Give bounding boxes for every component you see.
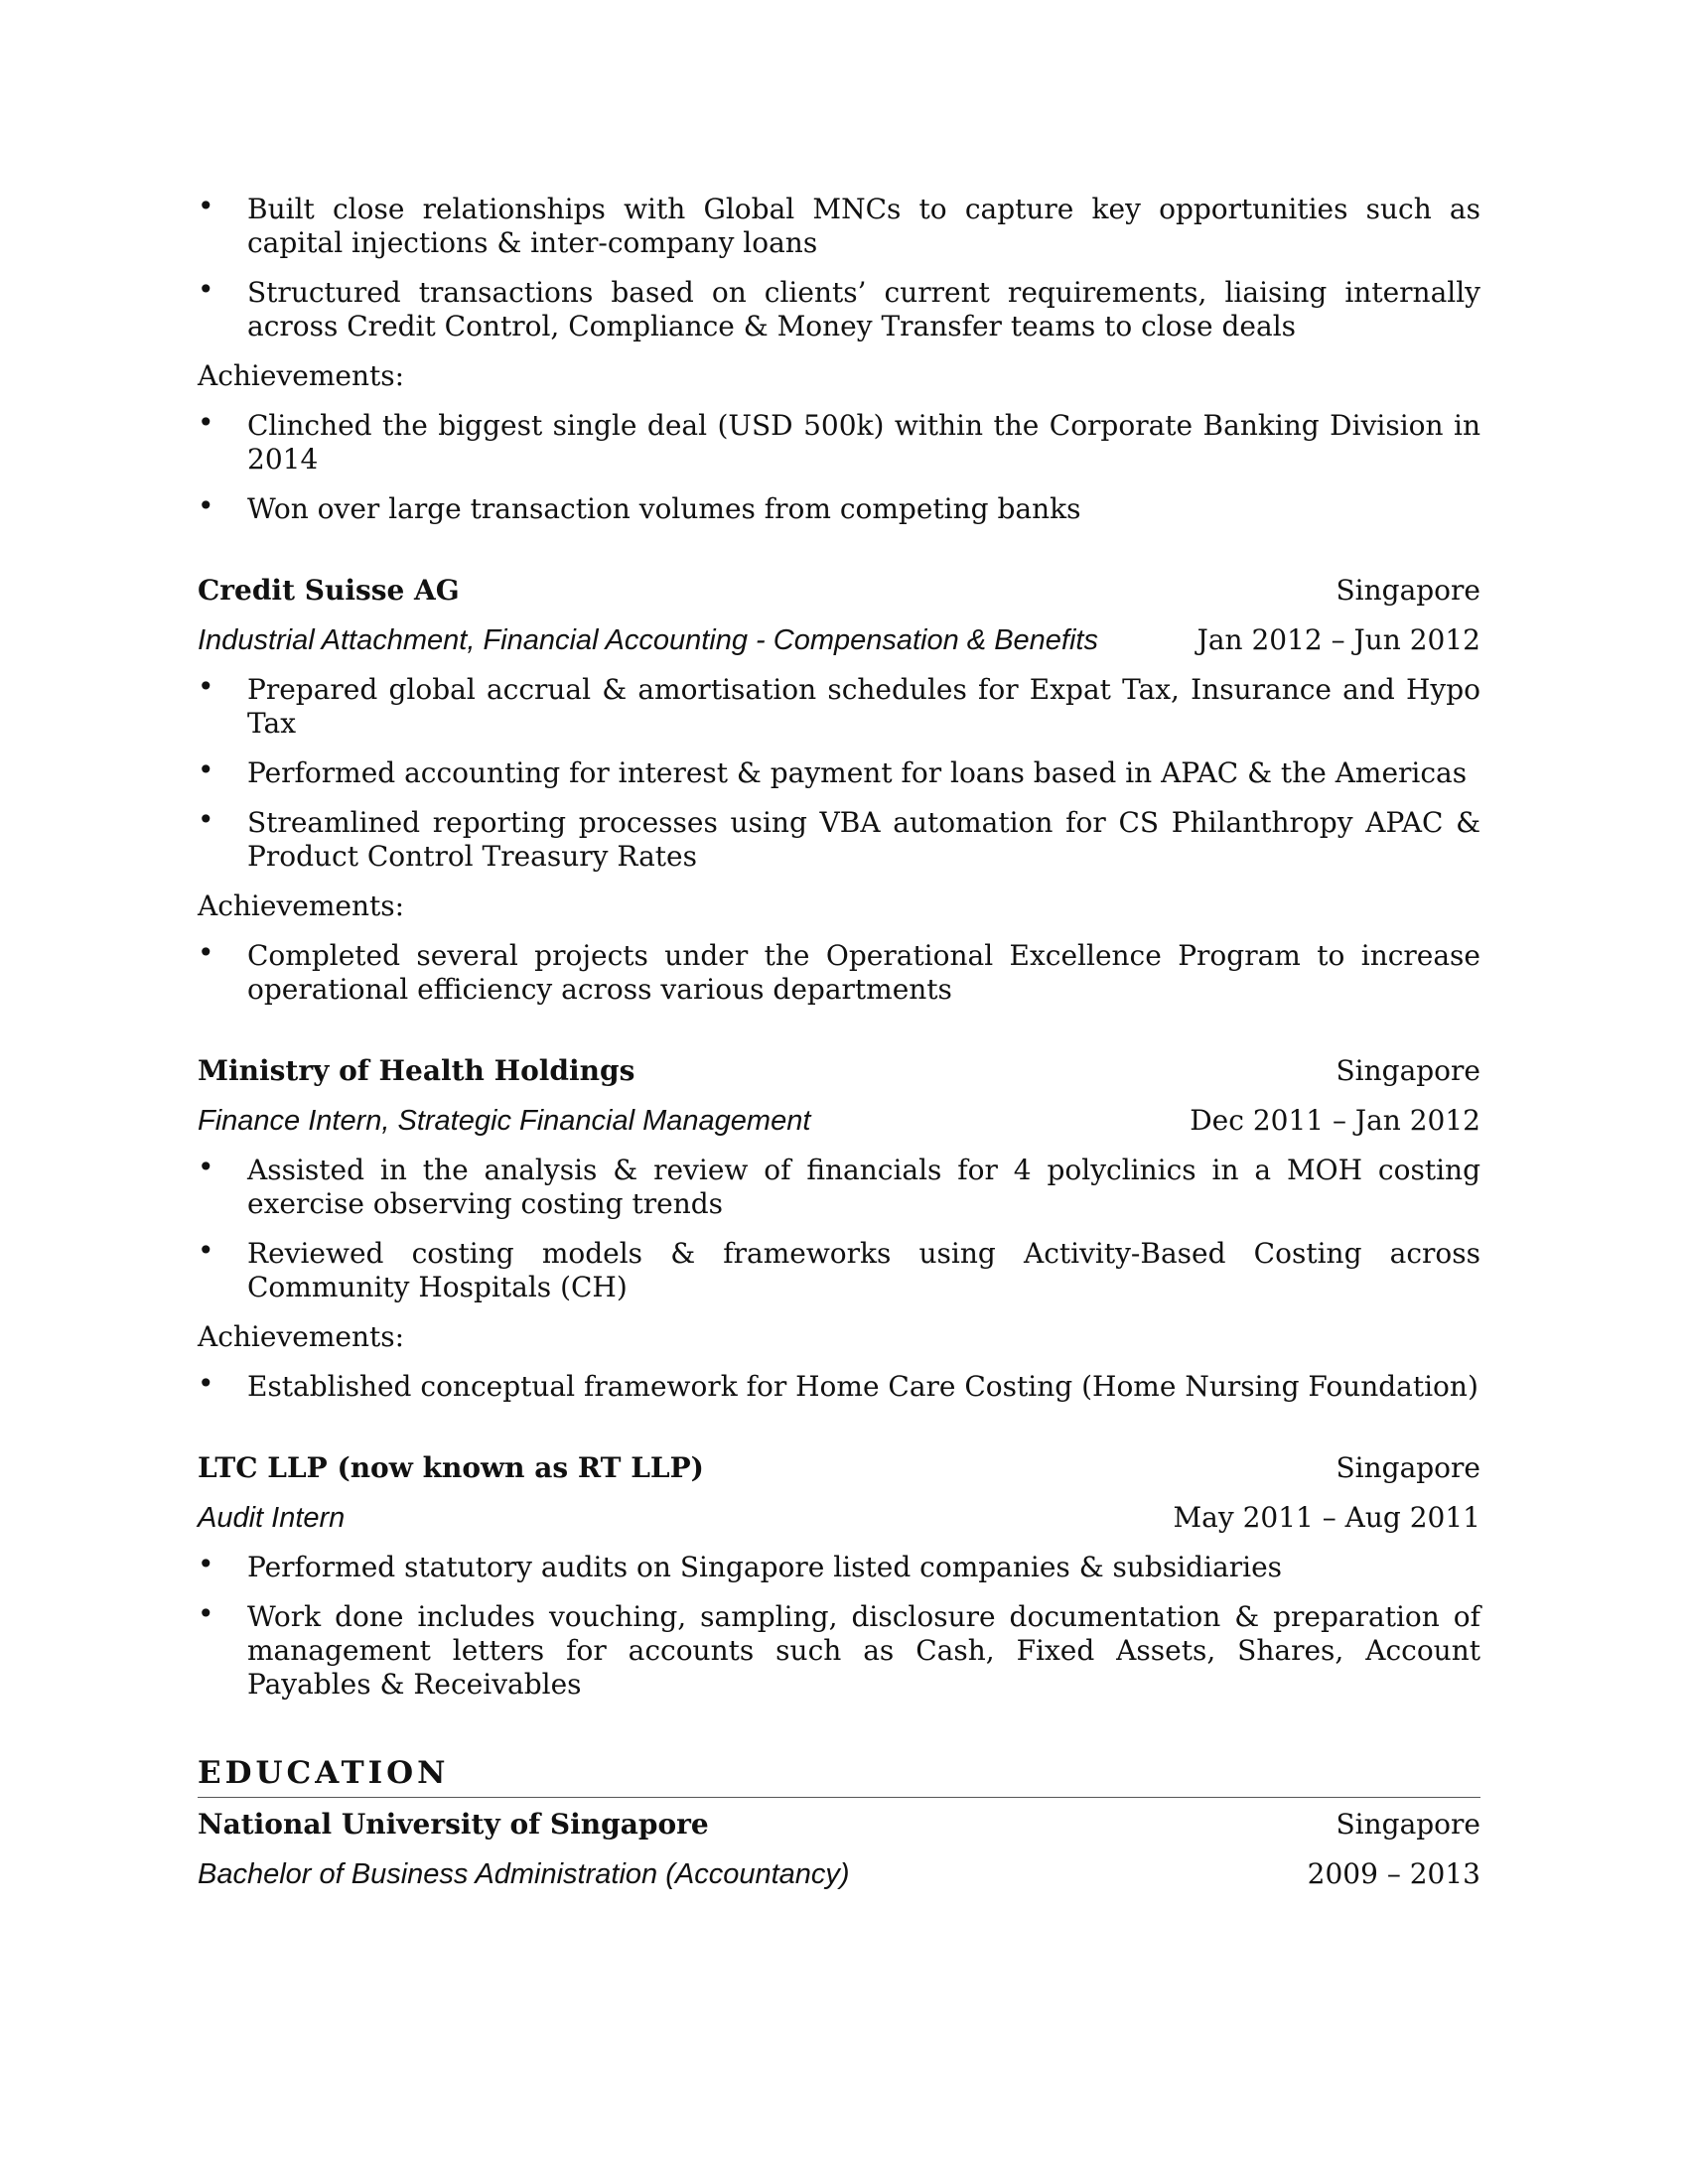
location: Singapore	[1336, 1054, 1480, 1087]
list-item: • Prepared global accrual & amortisation schedules for Expat Tax, Insurance and Hypo Tax	[198, 670, 1480, 740]
bullet-icon: •	[198, 406, 214, 439]
date-range: Jan 2012 – Jun 2012	[1196, 623, 1480, 656]
list-item: • Clinched the biggest single deal (USD 500k) within the Corporate Banking Division in 2014	[198, 406, 1480, 476]
entry-header	[198, 1451, 1480, 1485]
entry-bullets	[198, 1548, 1480, 1702]
experience-entry-credit-suisse	[198, 574, 1480, 1007]
bullet-icon: •	[198, 1234, 214, 1267]
location: Singapore	[1336, 1808, 1480, 1841]
entry-subheader	[198, 1104, 1480, 1138]
bullet-icon: •	[198, 489, 214, 522]
bullet-icon: •	[198, 1367, 214, 1400]
bullet-icon: •	[198, 936, 214, 969]
bullet-icon: •	[198, 1151, 214, 1183]
location: Singapore	[1336, 1451, 1480, 1484]
intro-achievements	[198, 406, 1480, 526]
entry-bullets	[198, 1151, 1480, 1304]
list-item: • Performed statutory audits on Singapore listed companies & subsidiaries	[198, 1548, 1283, 1583]
education-section-title: EDUCATION	[198, 1755, 1480, 1798]
entry-bullets	[198, 670, 1480, 874]
list-item: • Structured transactions based on clients’ current requirements, liaising internally across Credit Control, Compliance & Money Transfer teams to close deals	[198, 273, 1480, 342]
experience-entry-moh-holdings	[198, 1054, 1480, 1404]
achievements-label: Achievements:	[198, 359, 405, 392]
entry-subheader	[198, 1501, 1480, 1535]
entry-achievements	[198, 936, 1480, 1007]
school-name: National University of Singapore	[198, 1808, 709, 1841]
bullet-icon: •	[198, 753, 214, 786]
org-name: Ministry of Health Holdings	[198, 1054, 635, 1087]
role-title: Audit Intern	[198, 1502, 346, 1534]
bullet-icon: •	[198, 803, 214, 836]
date-range: 2009 – 2013	[1307, 1857, 1480, 1890]
entry-subheader	[198, 1857, 1480, 1891]
list-item: • Completed several projects under the Operational Excellence Program to increase operational efficiency across various departments	[198, 936, 1480, 1006]
date-range: Dec 2011 – Jan 2012	[1190, 1104, 1480, 1137]
org-name: Credit Suisse AG	[198, 574, 460, 607]
entry-achievements	[198, 1367, 1480, 1404]
intro-block	[198, 190, 1480, 526]
experience-entry-ltc-llp	[198, 1451, 1480, 1702]
entry-subheader	[198, 623, 1480, 657]
bullet-icon: •	[198, 1597, 214, 1630]
entry-header	[198, 1808, 1480, 1842]
list-item: • Built close relationships with Global MNCs to capture key opportunities such as capital injections & inter-company loans	[198, 190, 1480, 259]
achievements-label: Achievements:	[198, 1320, 405, 1353]
list-item: • Work done includes vouching, sampling, disclosure documentation & preparation of management letters for accounts such as Cash, Fixed Assets, Shares, Account Payables & Receivables	[198, 1597, 1480, 1701]
list-item: • Streamlined reporting processes using VBA automation for CS Philanthropy APAC & Product Control Treasury Rates	[198, 803, 1480, 873]
location: Singapore	[1336, 574, 1480, 607]
achievements-label: Achievements:	[198, 889, 405, 922]
intro-bullets	[198, 190, 1480, 343]
role-title: Finance Intern, Strategic Financial Management	[198, 1105, 811, 1137]
bullet-icon: •	[198, 190, 214, 222]
org-name: LTC LLP (now known as RT LLP)	[198, 1451, 704, 1484]
degree-title: Bachelor of Business Administration (Accountancy)	[198, 1858, 850, 1890]
education-entry	[198, 1808, 1480, 1891]
bullet-icon: •	[198, 273, 214, 306]
date-range: May 2011 – Aug 2011	[1173, 1501, 1480, 1534]
list-item: • Won over large transaction volumes from competing banks	[198, 489, 1081, 525]
bullet-icon: •	[198, 1548, 214, 1580]
list-item: • Established conceptual framework for Home Care Costing (Home Nursing Foundation)	[198, 1367, 1478, 1403]
resume-page	[198, 190, 1480, 1907]
entry-header	[198, 1054, 1480, 1088]
bullet-icon: •	[198, 670, 214, 703]
list-item: • Performed accounting for interest & payment for loans based in APAC & the Americas	[198, 753, 1468, 789]
role-title: Industrial Attachment, Financial Accounting - Compensation & Benefits	[198, 624, 1098, 656]
entry-header	[198, 574, 1480, 608]
list-item: • Reviewed costing models & frameworks using Activity-Based Costing across Community Hospitals (CH)	[198, 1234, 1480, 1303]
list-item: • Assisted in the analysis & review of financials for 4 polyclinics in a MOH costing exercise observing costing trends	[198, 1151, 1480, 1220]
